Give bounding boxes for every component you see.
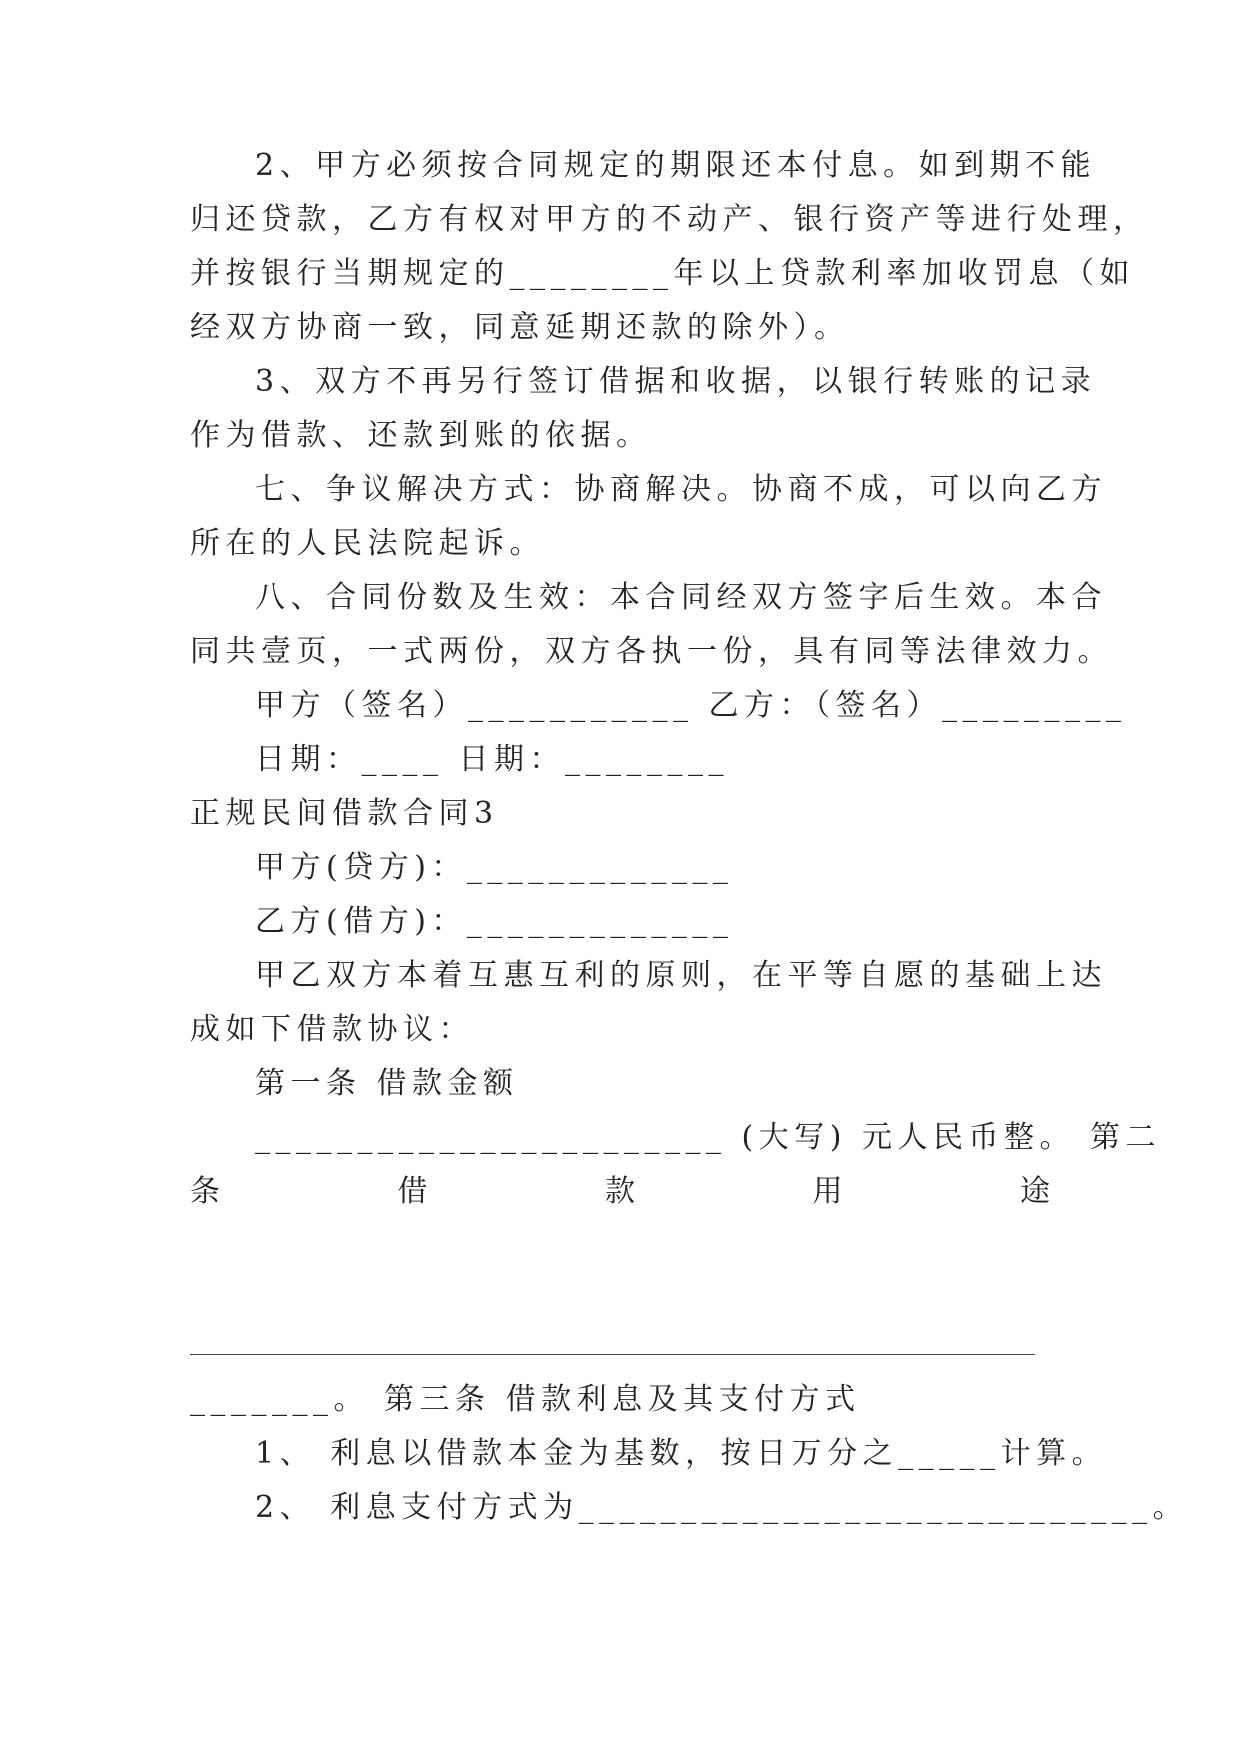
interest-line: 1、 利息以借款本金为基数，按日万分之_____计算。 xyxy=(255,1436,1108,1471)
borrower-line: 乙方(借方)：_____________ xyxy=(255,904,734,939)
paragraph-line: _______。 第三条 借款利息及其支付方式 xyxy=(190,1382,861,1417)
purpose-blank-rule xyxy=(190,1354,1035,1355)
spread-word: 用 xyxy=(812,1174,843,1209)
paragraph-line: 所在的人民法院起诉。 xyxy=(190,526,545,561)
section-title: 正规民间借款合同3 xyxy=(190,796,499,831)
paragraph-line: 成如下借款协议： xyxy=(190,1012,474,1047)
paragraph-line: 并按银行当期规定的________年以上贷款利率加收罚息（如 xyxy=(190,256,1135,291)
spread-word: 款 xyxy=(605,1174,635,1209)
paragraph-line: 八、合同份数及生效：本合同经双方签字后生效。本合 xyxy=(255,580,1107,615)
purpose-line xyxy=(190,1169,1050,1215)
paragraph-line: 归还贷款，乙方有权对甲方的不动产、银行资产等进行处理， xyxy=(190,202,1149,237)
signature-line: 甲方（签名）___________ 乙方：（签名）_________ xyxy=(255,688,1127,723)
spread-word: 条 xyxy=(190,1174,220,1209)
article-heading: 第一条 借款金额 xyxy=(255,1066,519,1101)
paragraph-line: 七、争议解决方式：协商解决。协商不成，可以向乙方 xyxy=(255,472,1107,507)
paragraph-line: 3、双方不再另行签订借据和收据，以银行转账的记录 xyxy=(255,364,1097,399)
paragraph-line: 2、甲方必须按合同规定的期限还本付息。如到期不能 xyxy=(255,148,1097,183)
amount-line: _______________________ (大写) 元人民币整。 第二 xyxy=(255,1120,1162,1155)
spread-word: 借 xyxy=(397,1174,428,1209)
paragraph-line: 同共壹页，一式两份，双方各执一份，具有同等法律效力。 xyxy=(190,634,1113,669)
date-line: 日期：____ 日期：________ xyxy=(255,742,730,777)
spread-word: 途 xyxy=(1020,1174,1050,1209)
paragraph-line: 甲乙双方本着互惠互利的原则，在平等自愿的基础上达 xyxy=(255,958,1107,993)
payment-method-line: 2、 利息支付方式为____________________________。 xyxy=(255,1490,1189,1525)
lender-line: 甲方(贷方)：_____________ xyxy=(255,850,734,885)
paragraph-line: 经双方协商一致，同意延期还款的除外）。 xyxy=(190,310,850,345)
paragraph-line: 作为借款、还款到账的依据。 xyxy=(190,418,652,453)
